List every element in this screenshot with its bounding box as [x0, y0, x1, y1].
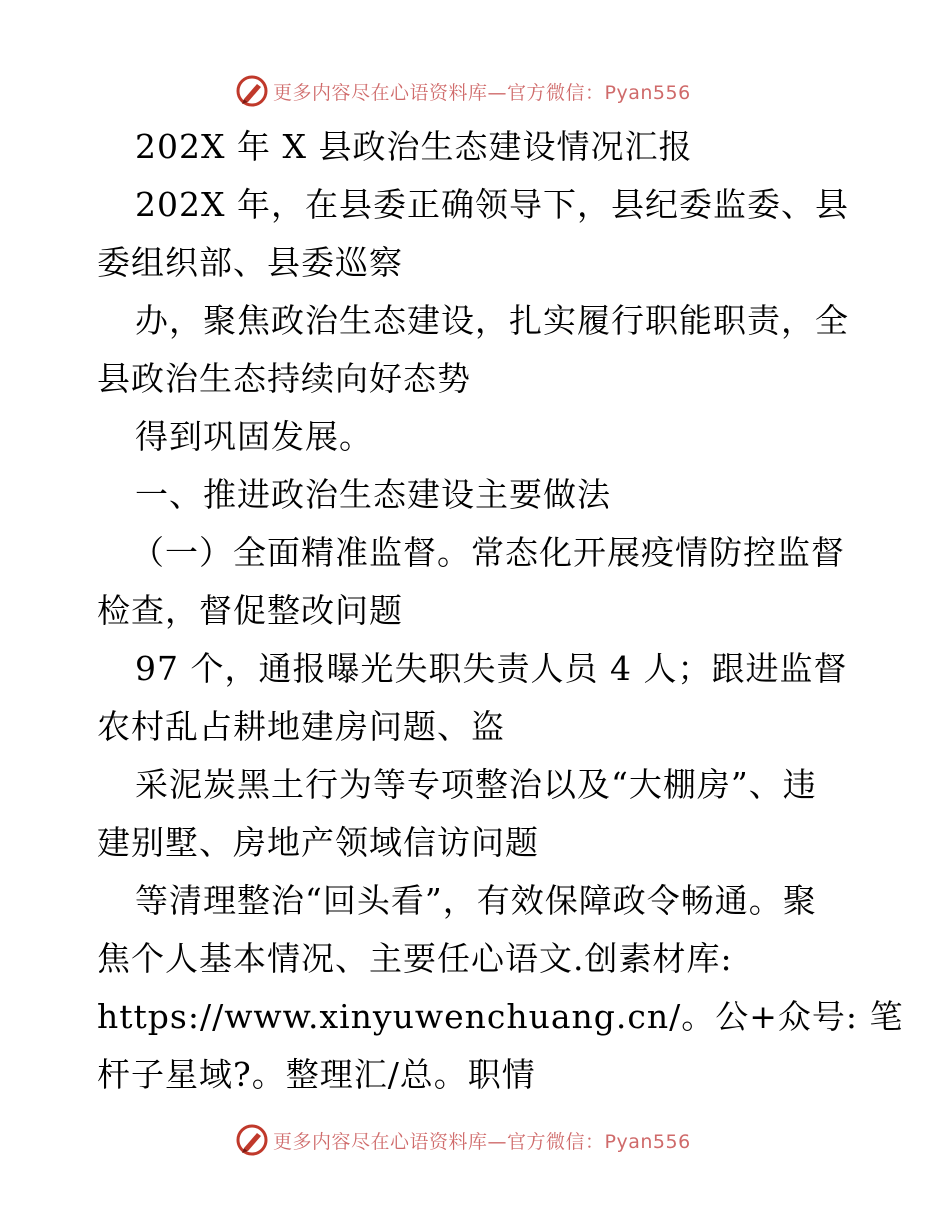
paragraph-line: 检查，督促整改问题: [97, 591, 403, 630]
paragraph-line: https://www.xinyuwenchuang.cn/。公+众号: 笔: [97, 997, 904, 1036]
paragraph-line: 202X 年，在县委正确领导下，县纪委监委、县: [135, 185, 849, 224]
paragraph-line: 杆子星域?。整理汇/总。职情: [97, 1055, 536, 1094]
paragraph-line: 建别墅、房地产领域信访问题: [97, 823, 539, 862]
paragraph-line: 农村乱占耕地建房问题、盗: [97, 707, 505, 746]
paragraph-line: 97 个，通报曝光失职失责人员 4 人；跟进监督: [135, 649, 848, 688]
pen-logo-icon: [235, 74, 269, 108]
paragraph-line: 采泥炭黑土行为等专项整治以及“大棚房”、违: [135, 765, 817, 804]
paragraph-line: （一）全面精准监督。常态化开展疫情防控监督: [131, 533, 845, 572]
pen-logo-icon: [235, 1123, 269, 1157]
watermark-header: [235, 74, 691, 108]
paragraph-line: 委组织部、县委巡察: [97, 243, 403, 282]
paragraph-line: 焦个人基本情况、主要任心语文.创素材库:: [97, 939, 733, 978]
watermark-text: 更多内容尽在心语资料库—官方微信：Pyan556: [273, 1130, 691, 1153]
document-title: 202X 年 X 县政治生态建设情况汇报: [135, 127, 693, 166]
watermark-text: 更多内容尽在心语资料库—官方微信：Pyan556: [273, 81, 691, 104]
paragraph-line: 办，聚焦政治生态建设，扎实履行职能职责，全: [135, 301, 849, 340]
paragraph-line: 得到巩固发展。: [135, 417, 373, 456]
paragraph-line: 等清理整治“回头看”，有效保障政令畅通。聚: [135, 881, 817, 920]
section-heading: 一、推进政治生态建设主要做法: [135, 475, 611, 514]
watermark-footer: [235, 1123, 691, 1157]
document-body: [97, 118, 904, 1104]
paragraph-line: 县政治生态持续向好态势: [97, 359, 471, 398]
